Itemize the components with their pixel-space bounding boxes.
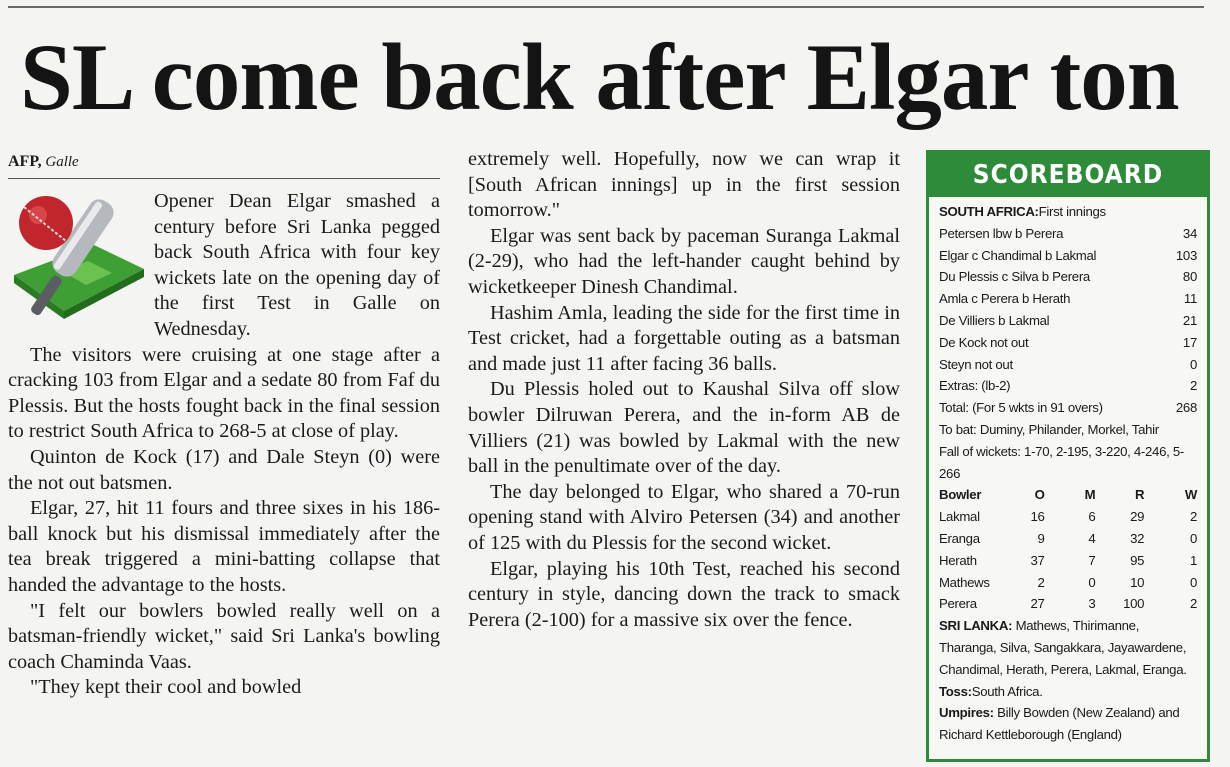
bowling-cell: 10 <box>1130 574 1145 590</box>
umpires <box>939 702 1197 746</box>
batter-name: De Kock not out <box>939 334 1029 350</box>
bowling-cell: Herath <box>939 552 977 568</box>
bowling-cell: 37 <box>1030 552 1045 568</box>
batter-runs: 11 <box>1183 291 1197 307</box>
bowling-row <box>939 506 1197 528</box>
paragraph: Elgar, playing his 10th Test, reached his second century in style, dancing down the track to smack Perera (2-100) for a massive six over the fence. <box>468 557 900 631</box>
bowling-cell: 0 <box>1189 530 1197 546</box>
bowling-cell: 3 <box>1088 596 1096 612</box>
paragraph: Opener Dean Elgar smashed a century before Sri Lanka pegged back South Africa with four key wickets late on the opening day of the first Test in Galle on Wednesday. <box>154 190 440 340</box>
batter-runs: 268 <box>1175 400 1197 416</box>
bowling-header-cell: O <box>1034 487 1045 503</box>
article-column-2 <box>468 147 900 633</box>
top-rule <box>8 6 1204 8</box>
paragraph: Quinton de Kock (17) and Dale Steyn (0) were the not out batsmen. <box>8 445 440 494</box>
batting-row <box>939 397 1197 419</box>
bowling-cell: 100 <box>1123 596 1145 612</box>
batter-runs: 103 <box>1175 247 1197 263</box>
fall-of-wickets: Fall of wickets: 1-70, 2-195, 3-220, 4-246, 5-266 <box>939 443 1184 481</box>
batter-runs: 21 <box>1182 312 1197 328</box>
scoreboard-body <box>929 197 1207 746</box>
bowling-cell: 9 <box>1037 530 1045 546</box>
paragraph: extremely well. Hopefully, now we can wrap it [South African innings] up in the first session tomorrow." <box>468 148 900 222</box>
bowling-cell: 0 <box>1189 574 1197 590</box>
byline-agency: AFP, <box>8 153 42 170</box>
paragraph: Hashim Amla, leading the side for the first time in Test cricket, had a forgettable outing as a batsman and made just 11 after facing 36 balls. <box>468 301 900 375</box>
paragraph: "They kept their cool and bowled <box>30 676 302 699</box>
bowling-cell: 32 <box>1130 530 1145 546</box>
article-column-1 <box>8 147 440 701</box>
headline: SL come back after Elgar ton <box>20 24 1179 130</box>
batting-row <box>939 223 1197 245</box>
batter-name: Total: (For 5 wkts in 91 overs) <box>939 400 1103 416</box>
bowling-cell: Mathews <box>939 574 990 590</box>
batting-row <box>939 288 1197 310</box>
batter-runs: 17 <box>1182 334 1197 350</box>
batter-name: Amla c Perera b Herath <box>939 291 1071 307</box>
batting-row <box>939 375 1197 397</box>
toss-label: Toss: <box>939 683 972 699</box>
bowling-cell: 16 <box>1030 509 1045 525</box>
bowling-cell: 4 <box>1088 530 1096 546</box>
innings-team: SOUTH AFRICA: <box>939 204 1039 219</box>
bowling-cell: 6 <box>1088 509 1096 525</box>
bowling-row <box>939 572 1197 594</box>
bowling-cell: 2 <box>1189 509 1197 525</box>
bowling-cell: Eranga <box>939 530 980 546</box>
sl-squad: Mathews, Thirimanne, Tharanga, Silva, Sangakkara, Jayawardene, Chandimal, Herath, Perera, Lakmal, Eranga. <box>939 618 1187 677</box>
innings-heading <box>939 201 1197 223</box>
sri-lanka-squad <box>939 615 1197 680</box>
batting-row <box>939 245 1197 267</box>
bowling-cell: Perera <box>939 596 977 612</box>
innings-label: First innings <box>1038 204 1106 219</box>
batter-name: Elgar c Chandimal b Lakmal <box>939 247 1097 263</box>
paragraph: The day belonged to Elgar, who shared a 70-run opening stand with Alviro Petersen (34) and another of 125 with du Plessis for the second wicket. <box>468 480 900 554</box>
batting-row <box>939 332 1197 354</box>
bowling-cell: 1 <box>1189 552 1197 568</box>
batter-name: Extras: (lb-2) <box>939 378 1011 394</box>
batting-card <box>939 223 1197 419</box>
bowling-header-cell: R <box>1134 487 1145 503</box>
bowling-cell: 0 <box>1088 574 1096 590</box>
byline-place: Galle <box>45 154 79 170</box>
bowling-card <box>939 506 1197 615</box>
bowling-header <box>939 484 1197 506</box>
paragraph: "I felt our bowlers bowled really well on a batsman-friendly wicket," said Sri Lanka's bowling coach Chaminda Vaas. <box>8 599 440 673</box>
to-bat: To bat: Duminy, Philander, Morkel, Tahir <box>939 421 1159 437</box>
byline <box>8 147 440 179</box>
toss <box>939 681 1197 703</box>
bowling-header-cell: Bowler <box>939 487 982 503</box>
cricket-ball-bat-icon <box>8 189 146 327</box>
batting-row <box>939 266 1197 288</box>
bowling-cell: Lakmal <box>939 509 980 525</box>
bowling-row <box>939 550 1197 572</box>
bowling-cell: 7 <box>1088 552 1096 568</box>
batter-name: Steyn not out <box>939 356 1013 372</box>
batter-runs: 34 <box>1182 225 1197 241</box>
batter-name: Petersen lbw b Perera <box>939 225 1064 241</box>
toss-value: South Africa. <box>971 683 1043 699</box>
scoreboard-title: SCOREBOARD <box>929 153 1207 197</box>
batter-name: Du Plessis c Silva b Perera <box>939 269 1090 285</box>
sl-label: SRI LANKA: <box>939 618 1013 634</box>
paragraph: Du Plessis holed out to Kaushal Silva off slow bowler Dilruwan Perera, and the in-form AB de Villiers (21) was bowled by Lakmal with the new ball in the penultimate over of the day. <box>468 378 900 478</box>
bowling-header-cell: W <box>1184 487 1197 503</box>
scoreboard-box <box>926 150 1210 762</box>
bowling-row <box>939 593 1197 615</box>
batter-runs: 0 <box>1189 356 1197 372</box>
batter-runs: 80 <box>1182 269 1197 285</box>
bowling-row <box>939 528 1197 550</box>
paragraph: The visitors were cruising at one stage after a cracking 103 from Elgar and a sedate 80 from Faf du Plessis. But the hosts fought back in the final session to restrict South Africa to 268-5 at close of play. <box>8 343 440 443</box>
bowling-header-cell: M <box>1084 487 1096 503</box>
bowling-cell: 95 <box>1130 552 1145 568</box>
bowling-cell: 2 <box>1189 596 1197 612</box>
batter-name: De Villiers b Lakmal <box>939 312 1050 328</box>
umpires-value: Billy Bowden (New Zealand) and Richard Kettleborough (England) <box>939 705 1180 743</box>
batting-row <box>939 310 1197 332</box>
bowling-cell: 27 <box>1030 596 1045 612</box>
bowling-cell: 2 <box>1037 574 1045 590</box>
batter-runs: 2 <box>1189 378 1197 394</box>
umpires-label: Umpires: <box>939 705 994 721</box>
paragraph: Elgar was sent back by paceman Suranga Lakmal (2-29), who had the left-hander caught behind by wicketkeeper Dinesh Chandimal. <box>468 224 900 298</box>
batting-row <box>939 354 1197 376</box>
bowling-cell: 29 <box>1130 509 1145 525</box>
paragraph: Elgar, 27, hit 11 fours and three sixes in his 186-ball knock but his dismissal immediately after the tea break triggered a mini-batting collapse that handed the advantage to the hosts. <box>8 497 440 596</box>
